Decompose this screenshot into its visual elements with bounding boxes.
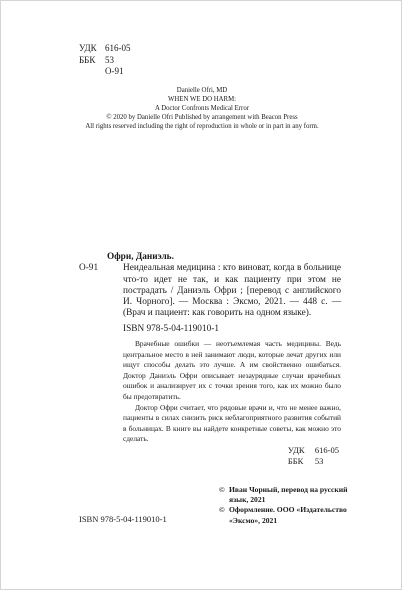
description-entry	[79, 263, 341, 319]
author-sign: О-91	[105, 66, 124, 76]
author-sign-inline: О-91	[79, 263, 99, 274]
original-subtitle: A Doctor Confronts Medical Error	[154, 105, 249, 112]
isbn-bottom: ISBN 978-5-04-119010-1	[79, 514, 167, 524]
original-author: Danielle Ofri, MD	[176, 87, 228, 94]
original-rights: All rights reserved including the right of reproduction in whole or in part in any form.	[85, 123, 319, 130]
copyright-translation	[219, 485, 361, 505]
classification-top	[79, 43, 131, 78]
copyright-symbol: ©	[219, 485, 225, 494]
original-copyright: © 2020 by Danielle Ofri Published by arrangement with Beacon Press	[106, 114, 298, 121]
bbk-value-bottom: 53	[314, 456, 324, 466]
udk-label: УДК	[79, 43, 97, 53]
classification-bottom	[288, 445, 339, 467]
original-title: WHEN WE DO HARM:	[167, 96, 237, 103]
bbk-line-bottom	[288, 456, 339, 467]
copyright-publisher-text: Оформление. ООО «Издательство «Эксмо», 2021	[229, 505, 347, 525]
original-edition-block	[61, 86, 343, 131]
copyright-translation-text: Иван Чорный, перевод на русский язык, 2021	[229, 485, 348, 505]
udk-value-bottom: 616-05	[314, 445, 339, 455]
abstract-paragraph-1: Врачебные ошибки — неотъемлемая часть медицины. Ведь центральное место в ней занимают люди, которые лечат других или ищут способы делать это лучше. А им свойственно ошибаться. Доктор Даниэль Офри описывает незаурядные случаи врачебных ошибок и анализирует их с точки зрения того, как их можно было бы предотвратить.	[123, 339, 341, 401]
bbk-label-bottom: ББК	[287, 456, 304, 466]
bbk-value: 53	[105, 54, 114, 65]
bibliographic-record	[79, 252, 341, 335]
udk-value: 616-05	[105, 43, 131, 53]
bbk-line	[79, 55, 131, 67]
abstract	[123, 339, 341, 445]
abstract-paragraph-2: Доктор Офри считает, что рядовые врачи и, что не менее важно, пациенты в силах снизить риск неблагоприятного развития событий в больницах. В книге вы найдете конкретные советы, как можно это сделать.	[123, 402, 341, 444]
author-sign-line	[79, 66, 131, 78]
bbk-label: ББК	[79, 54, 96, 65]
book-description: Неидеальная медицина : кто виноват, когда в больнице что-то идет не так, и как пациенту при этом не пострадать / Даниэль Офри ; [перевод с английского И. Чорного]. — Москва : Эксмо, 2021. — 448 с. — (Врач и пациент: как говорить на одном языке).	[123, 263, 341, 319]
udk-line	[79, 43, 131, 55]
isbn: ISBN 978-5-04-119010-1	[123, 323, 219, 334]
copyright-symbol-2: ©	[219, 505, 225, 515]
author-heading: Офри, Даниэль.	[107, 252, 174, 262]
copyright-notices	[219, 485, 361, 526]
copyright-publisher	[219, 505, 361, 525]
udk-line-bottom	[288, 445, 339, 456]
udk-label-bottom: УДК	[287, 445, 305, 455]
